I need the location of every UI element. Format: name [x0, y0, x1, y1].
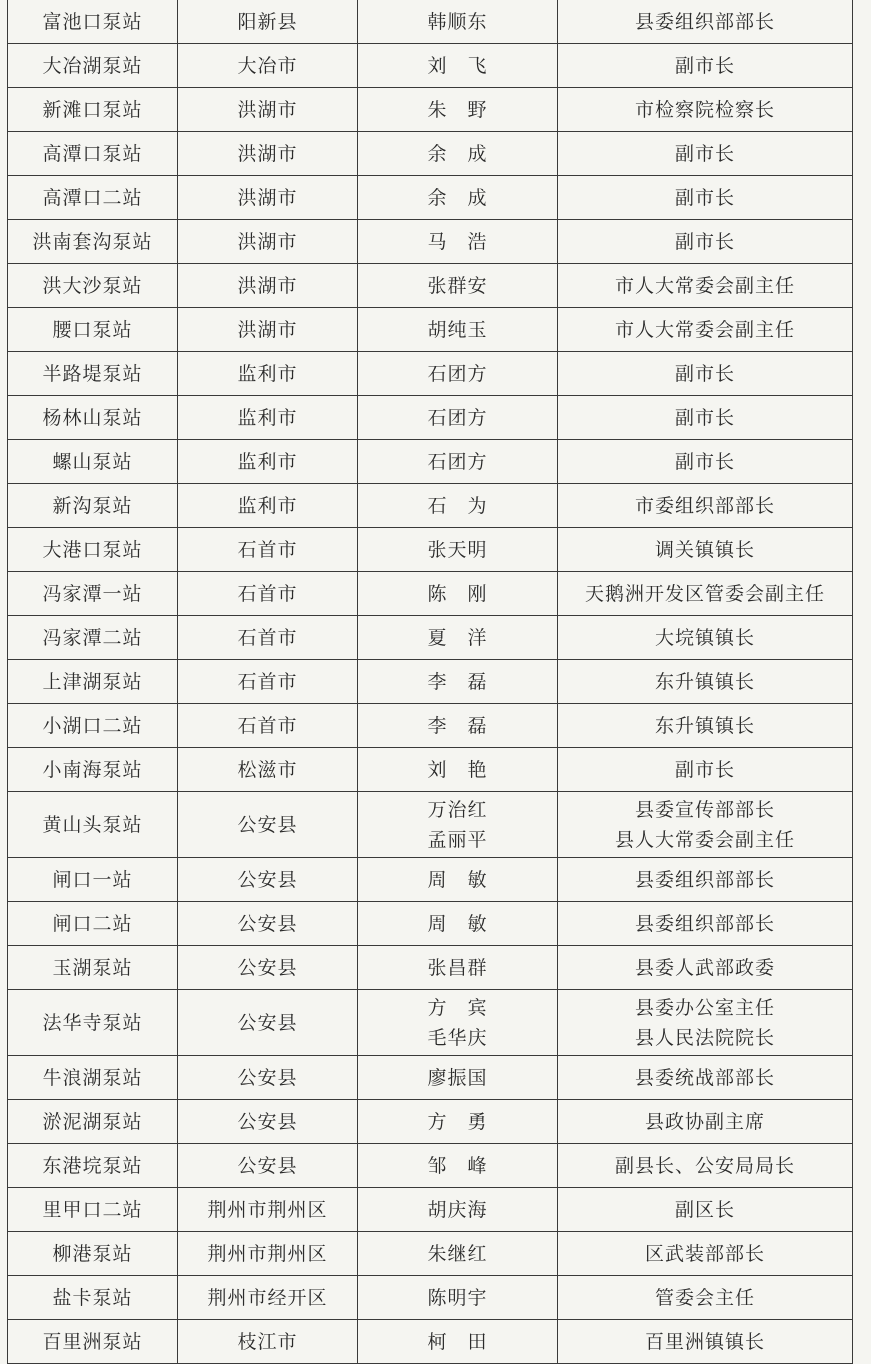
table-row [8, 88, 853, 132]
responsible-person-cell [358, 792, 558, 858]
responsible-person-name: 方 宾 [427, 996, 488, 1019]
position-title: 副市长 [674, 186, 735, 209]
station-name-cell: 杨林山泵站 [8, 396, 178, 440]
station-name-cell: 洪大沙泵站 [8, 264, 178, 308]
responsible-person-cell [358, 1232, 558, 1276]
position-cell [558, 902, 853, 946]
table-row [8, 660, 853, 704]
region-cell: 公安县 [178, 990, 358, 1056]
responsible-person-name: 方 勇 [427, 1110, 488, 1133]
position-cell [558, 1188, 853, 1232]
table-row [8, 528, 853, 572]
responsible-person-name: 万治红 [427, 798, 488, 821]
position-title: 副区长 [674, 1198, 735, 1221]
region-cell: 公安县 [178, 792, 358, 858]
region-cell: 洪湖市 [178, 132, 358, 176]
region-cell: 监利市 [178, 396, 358, 440]
position-title: 县委人武部政委 [634, 956, 775, 979]
position-cell [558, 396, 853, 440]
region-cell: 洪湖市 [178, 176, 358, 220]
position-cell [558, 88, 853, 132]
responsible-person-cell [358, 44, 558, 88]
region-cell: 荆州市荆州区 [178, 1188, 358, 1232]
responsible-person-name: 马 浩 [427, 230, 488, 253]
table-row [8, 440, 853, 484]
position-title: 副市长 [674, 54, 735, 77]
responsible-person-name: 毛华庆 [427, 1026, 488, 1049]
responsible-person-name: 胡庆海 [427, 1198, 488, 1221]
position-cell [558, 1320, 853, 1364]
table-row [8, 1232, 853, 1276]
region-cell: 石首市 [178, 616, 358, 660]
responsible-person-cell [358, 902, 558, 946]
position-title: 东升镇镇长 [654, 670, 755, 693]
position-cell [558, 1056, 853, 1100]
region-cell: 洪湖市 [178, 264, 358, 308]
position-title: 县人民法院院长 [634, 1026, 775, 1049]
region-cell: 洪湖市 [178, 220, 358, 264]
region-cell: 荆州市经开区 [178, 1276, 358, 1320]
responsible-person-name: 张天明 [427, 538, 488, 561]
region-cell: 公安县 [178, 1144, 358, 1188]
station-name-cell: 玉湖泵站 [8, 946, 178, 990]
position-cell [558, 704, 853, 748]
position-cell [558, 528, 853, 572]
responsible-person-name: 张群安 [427, 274, 488, 297]
position-title: 县委组织部部长 [634, 868, 775, 891]
table-row [8, 946, 853, 990]
responsible-person-cell [358, 176, 558, 220]
region-cell: 洪湖市 [178, 88, 358, 132]
position-title: 县委办公室主任 [634, 996, 775, 1019]
station-name-cell: 高潭口二站 [8, 176, 178, 220]
responsible-person-cell [358, 396, 558, 440]
responsible-person-name: 陈 刚 [427, 582, 488, 605]
responsible-person-name: 周 敏 [427, 912, 488, 935]
region-cell: 监利市 [178, 352, 358, 396]
position-title: 县人大常委会副主任 [614, 828, 795, 851]
table-row [8, 132, 853, 176]
responsible-person-cell [358, 484, 558, 528]
station-name-cell: 黄山头泵站 [8, 792, 178, 858]
position-title: 市检察院检察长 [634, 98, 775, 121]
station-name-cell: 洪南套沟泵站 [8, 220, 178, 264]
responsible-person-name: 朱继红 [427, 1242, 488, 1265]
position-cell [558, 660, 853, 704]
position-title: 天鹅洲开发区管委会副主任 [584, 582, 825, 605]
responsible-person-cell [358, 748, 558, 792]
station-name-cell: 闸口二站 [8, 902, 178, 946]
position-title: 副市长 [674, 142, 735, 165]
responsible-person-name: 石团方 [427, 406, 488, 429]
position-cell [558, 352, 853, 396]
position-cell [558, 308, 853, 352]
position-title: 副市长 [674, 450, 735, 473]
position-cell [558, 858, 853, 902]
station-name-cell: 冯家潭一站 [8, 572, 178, 616]
station-name-cell: 东港垸泵站 [8, 1144, 178, 1188]
region-cell: 枝江市 [178, 1320, 358, 1364]
responsible-person-cell [358, 1144, 558, 1188]
station-name-cell: 闸口一站 [8, 858, 178, 902]
table-row [8, 264, 853, 308]
responsible-person-name: 柯 田 [427, 1330, 488, 1353]
region-cell: 石首市 [178, 572, 358, 616]
table-row [8, 1056, 853, 1100]
station-name-cell: 淤泥湖泵站 [8, 1100, 178, 1144]
responsible-person-cell [358, 132, 558, 176]
responsible-person-cell [358, 440, 558, 484]
pump-station-responsibility-table [7, 0, 853, 1364]
position-title: 东升镇镇长 [654, 714, 755, 737]
table-row [8, 0, 853, 44]
responsible-person-cell [358, 1188, 558, 1232]
table-row [8, 990, 853, 1056]
region-cell: 监利市 [178, 440, 358, 484]
responsible-person-cell [358, 704, 558, 748]
table-row [8, 176, 853, 220]
responsible-person-name: 孟丽平 [427, 828, 488, 851]
table-row [8, 352, 853, 396]
position-cell [558, 792, 853, 858]
region-cell: 荆州市荆州区 [178, 1232, 358, 1276]
station-name-cell: 小南海泵站 [8, 748, 178, 792]
region-cell: 石首市 [178, 704, 358, 748]
region-cell: 阳新县 [178, 0, 358, 44]
station-name-cell: 富池口泵站 [8, 0, 178, 44]
position-cell [558, 1232, 853, 1276]
responsible-person-name: 刘 飞 [427, 54, 488, 77]
position-title: 市人大常委会副主任 [614, 318, 795, 341]
station-name-cell: 小湖口二站 [8, 704, 178, 748]
responsible-person-cell [358, 572, 558, 616]
station-name-cell: 柳港泵站 [8, 1232, 178, 1276]
responsible-person-cell [358, 990, 558, 1056]
responsible-person-name: 李 磊 [427, 714, 488, 737]
station-name-cell: 里甲口二站 [8, 1188, 178, 1232]
responsible-person-name: 石 为 [427, 494, 488, 517]
responsible-person-cell [358, 352, 558, 396]
responsible-person-cell [358, 220, 558, 264]
table-row [8, 44, 853, 88]
position-title: 县委组织部部长 [634, 912, 775, 935]
table-row [8, 704, 853, 748]
table-row [8, 308, 853, 352]
position-cell [558, 264, 853, 308]
region-cell: 公安县 [178, 1100, 358, 1144]
responsible-person-name: 韩顺东 [427, 10, 488, 33]
responsible-person-cell [358, 946, 558, 990]
table-row [8, 220, 853, 264]
table-row [8, 792, 853, 858]
position-title: 管委会主任 [654, 1286, 755, 1309]
table-row [8, 902, 853, 946]
position-title: 调关镇镇长 [654, 538, 755, 561]
region-cell: 大冶市 [178, 44, 358, 88]
position-title: 市委组织部部长 [634, 494, 775, 517]
responsible-person-cell [358, 1276, 558, 1320]
position-cell [558, 1276, 853, 1320]
station-name-cell: 冯家潭二站 [8, 616, 178, 660]
responsible-person-name: 石团方 [427, 362, 488, 385]
responsible-person-cell [358, 616, 558, 660]
region-cell: 公安县 [178, 902, 358, 946]
table-row [8, 484, 853, 528]
station-name-cell: 高潭口泵站 [8, 132, 178, 176]
position-cell [558, 1100, 853, 1144]
table-row [8, 1320, 853, 1364]
position-title: 大垸镇镇长 [654, 626, 755, 649]
table-row [8, 396, 853, 440]
responsible-person-cell [358, 0, 558, 44]
responsible-person-name: 邹 峰 [427, 1154, 488, 1177]
responsible-person-cell [358, 858, 558, 902]
table-row [8, 1276, 853, 1320]
position-cell [558, 132, 853, 176]
table-body [8, 0, 853, 1364]
table-row [8, 1100, 853, 1144]
responsible-person-name: 廖振国 [427, 1066, 488, 1089]
station-name-cell: 百里洲泵站 [8, 1320, 178, 1364]
position-cell [558, 176, 853, 220]
position-title: 副县长、公安局局长 [614, 1154, 795, 1177]
responsible-person-name: 李 磊 [427, 670, 488, 693]
region-cell: 洪湖市 [178, 308, 358, 352]
responsible-person-cell [358, 1320, 558, 1364]
position-cell [558, 616, 853, 660]
table-row [8, 572, 853, 616]
station-name-cell: 盐卡泵站 [8, 1276, 178, 1320]
station-name-cell: 新沟泵站 [8, 484, 178, 528]
responsible-person-name: 张昌群 [427, 956, 488, 979]
region-cell: 石首市 [178, 528, 358, 572]
station-name-cell: 新滩口泵站 [8, 88, 178, 132]
responsible-person-name: 胡纯玉 [427, 318, 488, 341]
responsible-person-cell [358, 528, 558, 572]
responsible-person-name: 夏 洋 [427, 626, 488, 649]
responsible-person-cell [358, 264, 558, 308]
responsible-person-name: 刘 艳 [427, 758, 488, 781]
responsible-person-cell [358, 308, 558, 352]
responsible-person-cell [358, 88, 558, 132]
position-title: 县委组织部部长 [634, 10, 775, 33]
responsible-person-name: 余 成 [427, 142, 488, 165]
responsible-person-name: 余 成 [427, 186, 488, 209]
station-name-cell: 法华寺泵站 [8, 990, 178, 1056]
position-cell [558, 946, 853, 990]
position-title: 百里洲镇镇长 [644, 1330, 765, 1353]
position-title: 县委统战部部长 [634, 1066, 775, 1089]
responsible-person-name: 周 敏 [427, 868, 488, 891]
responsible-person-name: 朱 野 [427, 98, 488, 121]
station-name-cell: 半路堤泵站 [8, 352, 178, 396]
station-name-cell: 上津湖泵站 [8, 660, 178, 704]
region-cell: 公安县 [178, 1056, 358, 1100]
table-row [8, 858, 853, 902]
position-title: 县委宣传部部长 [634, 798, 775, 821]
position-cell [558, 748, 853, 792]
region-cell: 监利市 [178, 484, 358, 528]
position-cell [558, 0, 853, 44]
table-row [8, 748, 853, 792]
position-title: 区武装部部长 [644, 1242, 765, 1265]
position-title: 副市长 [674, 406, 735, 429]
station-name-cell: 腰口泵站 [8, 308, 178, 352]
station-name-cell: 牛浪湖泵站 [8, 1056, 178, 1100]
region-cell: 松滋市 [178, 748, 358, 792]
position-title: 副市长 [674, 758, 735, 781]
table-row [8, 1144, 853, 1188]
responsible-person-name: 陈明宇 [427, 1286, 488, 1309]
position-cell [558, 220, 853, 264]
position-title: 县政协副主席 [644, 1110, 765, 1133]
station-name-cell: 大港口泵站 [8, 528, 178, 572]
position-title: 副市长 [674, 362, 735, 385]
position-cell [558, 484, 853, 528]
responsible-person-name: 石团方 [427, 450, 488, 473]
responsible-person-cell [358, 1056, 558, 1100]
station-name-cell: 螺山泵站 [8, 440, 178, 484]
region-cell: 公安县 [178, 946, 358, 990]
position-cell [558, 44, 853, 88]
position-title: 市人大常委会副主任 [614, 274, 795, 297]
position-title: 副市长 [674, 230, 735, 253]
position-cell [558, 440, 853, 484]
responsible-person-cell [358, 660, 558, 704]
region-cell: 公安县 [178, 858, 358, 902]
station-name-cell: 大冶湖泵站 [8, 44, 178, 88]
table-row [8, 616, 853, 660]
position-cell [558, 1144, 853, 1188]
position-cell [558, 990, 853, 1056]
position-cell [558, 572, 853, 616]
table-row [8, 1188, 853, 1232]
region-cell: 石首市 [178, 660, 358, 704]
responsible-person-cell [358, 1100, 558, 1144]
